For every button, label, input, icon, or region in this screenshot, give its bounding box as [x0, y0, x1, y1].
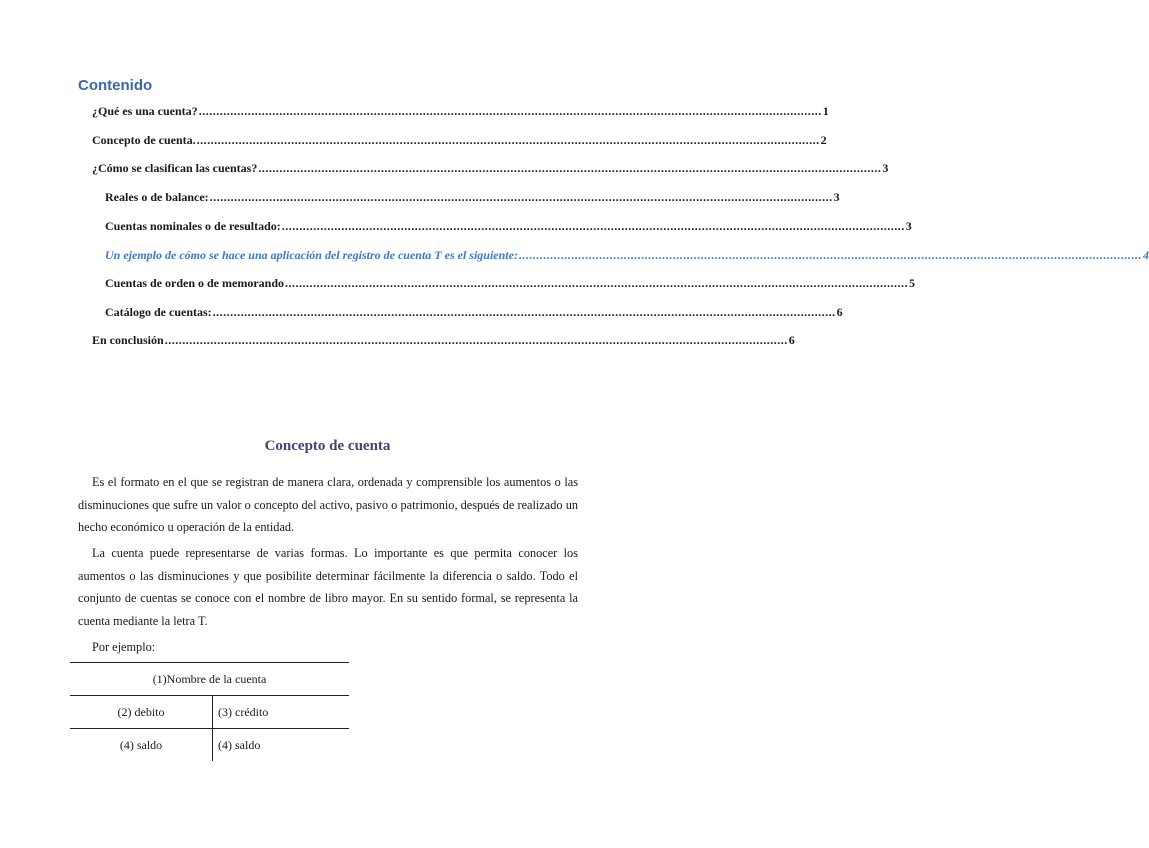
toc-page-number: 2 [820, 133, 827, 147]
toc-entry-label: Catálogo de cuentas: [105, 305, 212, 319]
example-label: Por ejemplo: [92, 640, 156, 654]
toc-leader-dots: .................................................................................................................................................................................. [209, 190, 833, 204]
t-account-credit-cell: (3) crédito [213, 696, 350, 729]
toc-leader-dots: .................................................................................................................................................................................. [164, 333, 788, 347]
toc-entry-reales-o-de-balance[interactable] [105, 190, 840, 206]
toc-page-number: 6 [836, 305, 843, 319]
toc-entry-label: Un ejemplo de cómo se hace una aplicación del registro de cuenta T es el siguiente: [105, 248, 518, 262]
section-title: Concepto de cuenta [264, 438, 391, 454]
toc-page-number: 1 [822, 104, 829, 118]
toc-entry-cuentas-de-orden[interactable] [105, 276, 915, 292]
toc-leader-dots: .................................................................................................................................................................................. [281, 219, 905, 233]
toc-page-number: 3 [833, 190, 840, 204]
toc-page-number: 3 [882, 161, 889, 175]
toc-entry-catalogo-de-cuentas[interactable] [105, 305, 843, 321]
toc-page-number: 3 [905, 219, 912, 233]
toc-leader-dots: .................................................................................................................................................................................. [212, 305, 836, 319]
t-account-debit-cell: (2) debito [70, 696, 213, 729]
paragraph-definition: Es el formato en el que se registran de manera clara, ordenada y comprensible los aumentos o las disminuciones que sufre un valor o concepto del activo, pasivo o patrimonio, después de realizado un hecho económico u operación de la entidad. [78, 475, 578, 534]
toc-entry-en-conclusion[interactable] [92, 333, 795, 349]
toc-entry-concepto-de-cuenta[interactable] [92, 133, 827, 149]
toc-entry-cuentas-nominales[interactable] [105, 219, 912, 235]
toc-leader-dots: .................................................................................................................................................................................. [518, 248, 1142, 262]
toc-leader-dots: .................................................................................................................................................................................. [258, 161, 882, 175]
toc-entry-como-se-clasifican[interactable] [92, 161, 889, 177]
t-account-header: (1)Nombre de la cuenta [70, 663, 349, 696]
toc-entry-label: Cuentas nominales o de resultado: [105, 219, 281, 233]
t-account-table [70, 662, 349, 761]
toc-entry-label: ¿Qué es una cuenta? [92, 104, 198, 118]
toc-leader-dots: .................................................................................................................................................................................. [196, 133, 820, 147]
toc-entry-label: Reales o de balance: [105, 190, 209, 204]
toc-leader-dots: .................................................................................................................................................................................. [198, 104, 822, 118]
toc-leader-dots: .................................................................................................................................................................................. [285, 276, 908, 290]
toc-entry-label: Concepto de cuenta. [92, 133, 196, 147]
toc-heading: Contenido [78, 77, 153, 94]
toc-entry-label: Cuentas de orden o de memorando [105, 276, 284, 290]
t-account-balance-right-cell: (4) saldo [218, 737, 261, 752]
toc-page-number: 6 [788, 333, 795, 347]
toc-entry-ejemplo-registro-cuenta-t[interactable] [105, 248, 1149, 264]
toc-page-number: 4 [1142, 248, 1149, 262]
toc-entry-label: En conclusión [92, 333, 164, 347]
toc-entry-label: ¿Cómo se clasifican las cuentas? [92, 161, 258, 175]
toc-entry-que-es-una-cuenta[interactable] [92, 104, 829, 120]
t-account-balance-left-cell: (4) saldo [70, 729, 213, 762]
paragraph-representation: La cuenta puede representarse de varias formas. Lo importante es que permita conocer los aumentos o las disminuciones y que posibilite determinar fácilmente la diferencia o saldo. Todo el conjunto de cuentas se conoce con el nombre de libro mayor. En su sentido formal, se representa la cuenta mediante la letra T. [78, 546, 578, 628]
toc-page-number: 5 [909, 276, 915, 290]
